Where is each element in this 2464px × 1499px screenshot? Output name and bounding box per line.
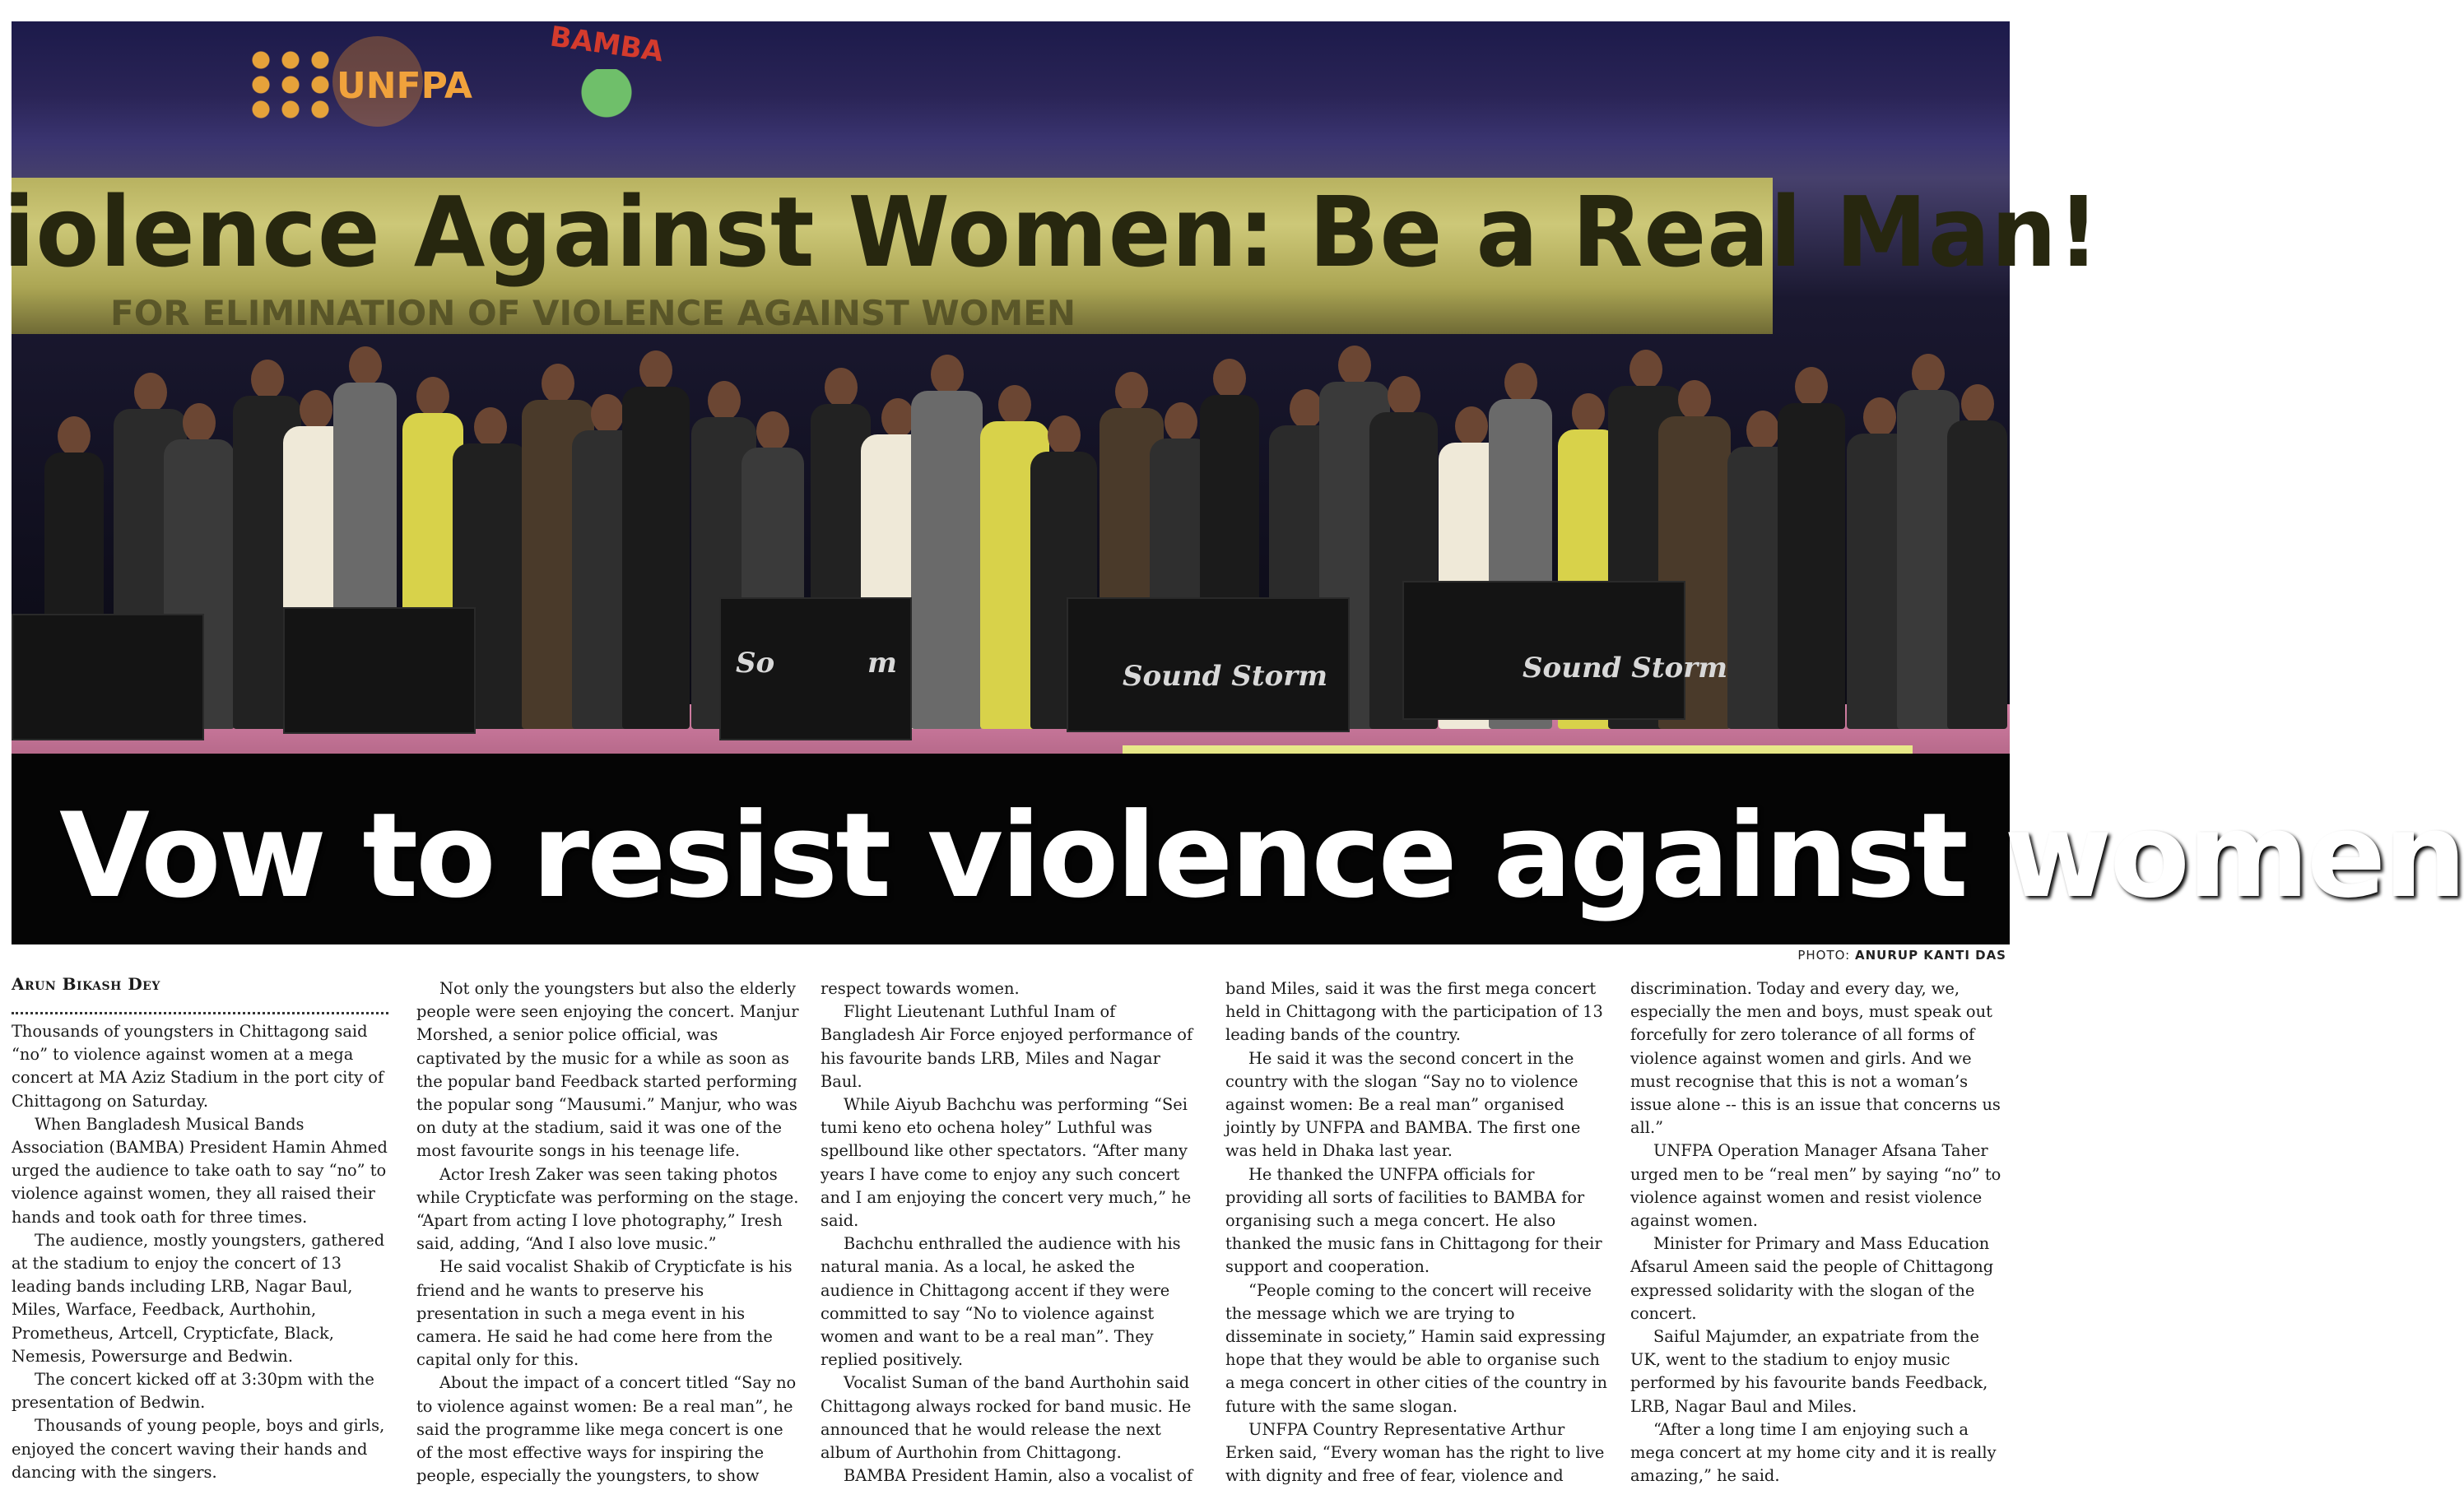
stage-monitor-speaker	[283, 607, 476, 734]
speaker-label: Sound Storm	[1523, 652, 1728, 685]
paragraph: Not only the youngsters but also the elderly people were seen enjoying the concert. Manjur Morshed, a senior police official, was captivated by the music for a while as soon as the popular band Feedback started performing the popular song “Mausumi.” Manjur, who was on duty at the stadium, said it was one of the most favourite songs in his teenage life.	[416, 979, 799, 1161]
paragraph: Thousands of young people, boys and girls, enjoyed the concert waving their hands and dancing with the singers.	[12, 1416, 385, 1482]
performer-head	[1629, 350, 1662, 389]
unfpa-dots-icon	[246, 48, 337, 122]
speaker-label: m	[867, 647, 897, 680]
guitar-icon	[570, 69, 644, 127]
performer-head	[300, 390, 332, 429]
paragraph: band Miles, said it was the first mega concert held in Chittagong with the participation of 13 leading bands of the country.	[1225, 979, 1603, 1045]
performer-head	[639, 350, 672, 390]
performer-head	[134, 373, 167, 412]
performer-head	[1115, 372, 1148, 411]
paragraph: “People coming to the concert will receive the message which we are trying to disseminate in society,” Hamin said expressing hope that they would be able to organise such a mega concert in other cities of the country in future with the same slogan.	[1225, 1280, 1607, 1416]
stage-monitor-speaker	[12, 614, 204, 740]
performer-body	[622, 387, 690, 729]
performer-head	[183, 403, 216, 443]
photo-credit-prefix: PHOTO:	[1797, 948, 1851, 963]
performer-head	[1388, 376, 1420, 415]
article-column-3	[821, 977, 1204, 1487]
banner-text: iolence Against Women: Be a Real Man!	[3, 176, 2101, 290]
banner-subtext: FOR ELIMINATION OF VIOLENCE AGAINST WOMEN	[110, 293, 1076, 333]
paragraph: BAMBA President Hamin, also a vocalist of	[844, 1466, 1193, 1486]
paragraph: The audience, mostly youngsters, gathered at the stadium to enjoy the concert of 13 leading bands including LRB, Nagar Baul, Miles, Warface, Feedback, Aurthohin, Prometheus, Artcell, Crypticfate, Black, Nemesis, Powersurge and Bedwin.	[12, 1230, 385, 1366]
byline: Arun Bikash Dey	[12, 974, 160, 994]
article-column-2	[416, 977, 800, 1487]
paragraph: Thousands of youngsters in Chittagong said “no” to violence against women at a mega concert at MA Aziz Stadium in the port city of Chittagong on Saturday.	[12, 1022, 384, 1111]
article-column-5	[1630, 977, 2014, 1487]
paragraph: He thanked the UNFPA officials for providing all sorts of facilities to BAMBA for organising such a mega concert. He also thanked the music fans in Chittagong for their support and cooperation.	[1225, 1164, 1602, 1277]
bamba-logo-text: BAMBA	[547, 20, 666, 69]
paragraph: Minister for Primary and Mass Education Afsarul Ameen said the people of Chittagong expressed solidarity with the slogan of the concert.	[1630, 1234, 1994, 1323]
performer-head	[416, 377, 449, 416]
performer-head	[58, 416, 91, 456]
performer-head	[1455, 406, 1488, 446]
paragraph: respect towards women.	[821, 979, 1020, 998]
performer-silhouette	[911, 355, 983, 729]
performer-silhouette	[1947, 384, 2007, 729]
article-column-1	[12, 1020, 395, 1484]
unfpa-logo-text: UNFPA	[337, 65, 472, 107]
performer-head	[1746, 411, 1779, 450]
performer-head	[708, 381, 741, 420]
paragraph: Saiful Majumder, an expatriate from the UK, went to the stadium to enjoy music performed by his favourite bands Feedback, LRB, Nagar Baul and Miles.	[1630, 1327, 1988, 1416]
performer-head	[1795, 367, 1828, 406]
performer-head	[542, 364, 574, 403]
paragraph: Vocalist Suman of the band Aurthohin said Chittagong always rocked for band music. He announced that he would release the next album of Aurthohin from Chittagong.	[821, 1373, 1192, 1463]
article-column-4	[1225, 977, 1609, 1487]
paragraph: Flight Lieutenant Luthful Inam of Bangladesh Air Force enjoyed performance of his favourite bands LRB, Miles and Nagar Baul.	[821, 1002, 1193, 1091]
performer-head	[1961, 384, 1994, 424]
performer-head	[1912, 354, 1945, 393]
paragraph: Bachchu enthralled the audience with his natural mania. As a local, he asked the audience in Chittagong accent if they were committed to say “No to violence against women and want to be a real man”. They replied positively.	[821, 1234, 1181, 1370]
photo-credit-name: ANURUP KANTI DAS	[1855, 948, 2006, 963]
performer-head	[591, 394, 624, 434]
speaker-label: So	[736, 647, 775, 680]
performer-head	[349, 346, 382, 386]
performer-head	[251, 360, 284, 399]
paragraph: The concert kicked off at 3:30pm with the presentation of Bedwin.	[12, 1370, 374, 1413]
concert-photo	[3, 20, 2464, 944]
performer-body	[1778, 403, 1845, 729]
performer-head	[1572, 393, 1605, 433]
paragraph: He said vocalist Shakib of Crypticfate is his friend and he wants to preserve his presentation in such a mega event in his camera. He said he had come here from the capital only for this.	[416, 1257, 793, 1370]
paragraph: About the impact of a concert titled “Say no to violence against women: Be a real man”, he said the programme like mega concert is one of the most effective ways for inspiring the people, especially the youngsters, to show	[416, 1373, 797, 1486]
performer-head	[881, 398, 914, 438]
paragraph: “After a long time I am enjoying such a mega concert at my home city and it is really amazing,” he said.	[1630, 1419, 1997, 1486]
paragraph: While Aiyub Bachchu was performing “Sei tumi keno eto ochena holey” Luthful was spellbound like other spectators. “After many years I have come to enjoy any such concert and I am enjoying the concert very much,” he said.	[821, 1095, 1192, 1231]
stage-monitor-speaker	[1402, 581, 1685, 720]
performer-head	[931, 355, 964, 394]
headline: Vow to resist violence against women	[59, 788, 2464, 924]
performer-head	[756, 411, 789, 451]
performer-head	[1048, 415, 1081, 455]
performer-head	[1504, 363, 1537, 402]
photo-credit	[1797, 948, 2006, 963]
performer-silhouette	[622, 350, 690, 729]
performer-head	[1290, 389, 1323, 429]
speaker-label: Sound Storm	[1123, 660, 1328, 693]
paragraph: When Bangladesh Musical Bands Association (BAMBA) President Hamin Ahmed urged the audience to take oath to say “no” to violence against women, they all raised their hands and took oath for three times.	[12, 1114, 388, 1227]
paragraph: He said it was the second concert in the country with the slogan “Say no to violence against women: Be a real man” organised jointly by UNFPA and BAMBA. The first one was held in Dhaka last year.	[1225, 1048, 1581, 1161]
performer-head	[825, 368, 858, 407]
performer-head	[1213, 359, 1246, 398]
unfpa-logo	[246, 36, 472, 127]
performer-head	[1165, 402, 1197, 442]
performer-head	[1338, 346, 1371, 385]
paragraph: UNFPA Operation Manager Afsana Taher urged men to be “real men” by saying “no” to violence against women and resist violence against women.	[1630, 1141, 2001, 1231]
paragraph: discrimination. Today and every day, we, especially the men and boys, must speak out forcefully for zero tolerance of all forms of violence against women and girls. And we must recognise that this is not a woman’s issue alone -- this is an issue that concerns us all.”	[1630, 979, 2001, 1138]
byline-divider	[12, 1012, 388, 1014]
performer-head	[998, 385, 1031, 425]
performer-silhouette	[1778, 367, 1845, 729]
performer-head	[474, 407, 507, 447]
performer-body	[1947, 420, 2007, 729]
performer-body	[911, 391, 983, 729]
paragraph: UNFPA Country Representative Arthur Erken said, “Every woman has the right to live with dignity and free of fear, violence and	[1225, 1419, 1605, 1486]
bamba-logo	[546, 20, 686, 135]
performer-head	[1678, 380, 1711, 420]
paragraph: Actor Iresh Zaker was seen taking photos while Crypticfate was performing on the stage. “Apart from acting I love photography,” Iresh said, adding, “And I also love music.”	[416, 1164, 799, 1254]
performer-head	[1863, 397, 1896, 437]
